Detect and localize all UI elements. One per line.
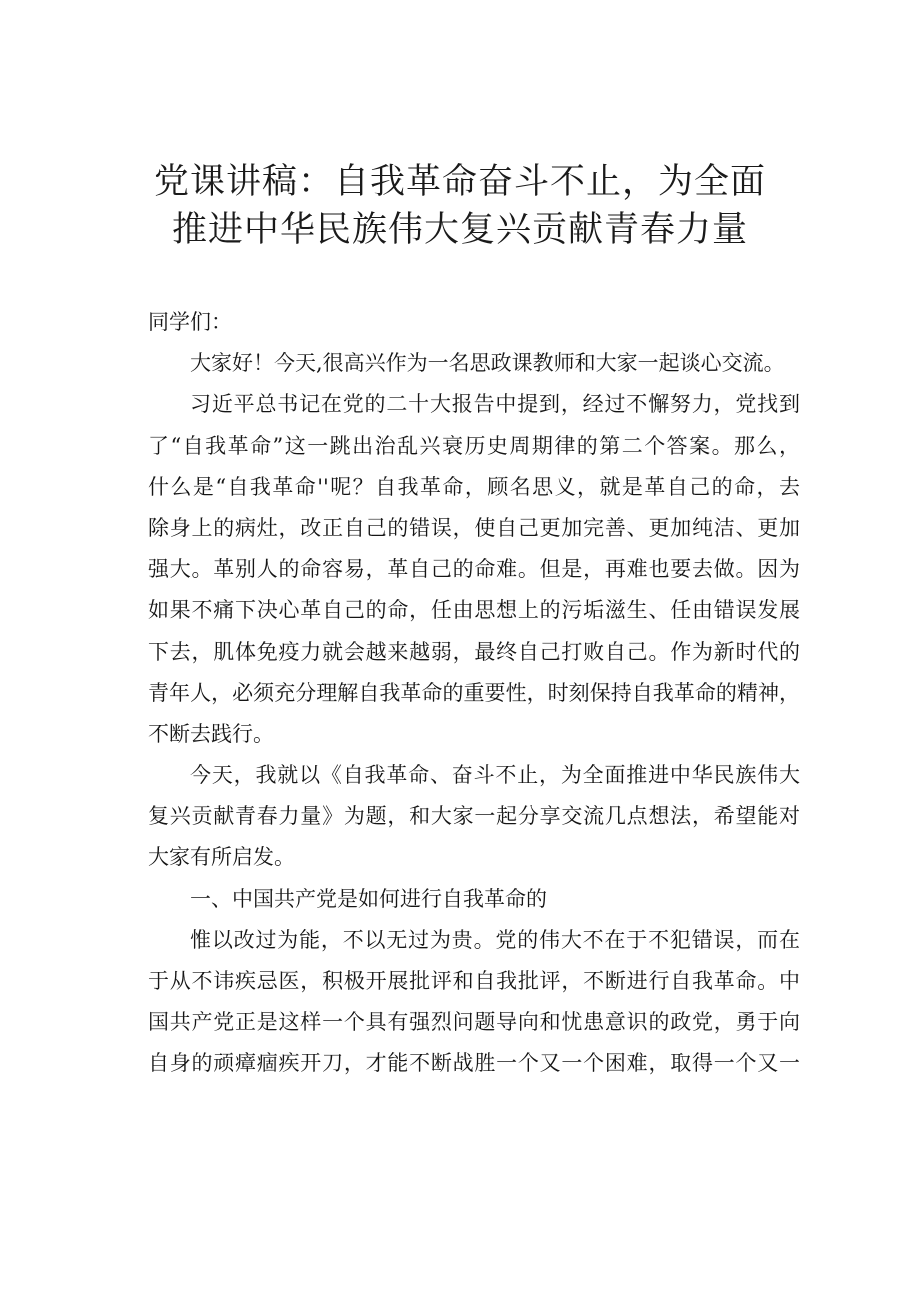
section-heading-1: 一、中国共产党是如何进行自我革命的 — [190, 886, 547, 911]
paragraph-line: 下去，肌体免疫力就会越来越弱，最终自己打败自己。作为新时代的 — [148, 639, 800, 664]
paragraph-line: 国共产党正是这样一个具有强烈问题导向和忧患意识的政党，勇于向 — [148, 1010, 800, 1035]
paragraph-2 — [148, 384, 800, 755]
paragraph-3 — [148, 755, 800, 879]
paragraph-line: 惟以改过为能，不以无过为贵。党的伟大不在于不犯错误，而在 — [190, 927, 800, 952]
paragraph-line: 强大。革别人的命容易，革自己的命难。但是，再难也要去做。因为 — [148, 557, 800, 582]
paragraph-line: 习近平总书记在党的二十大报告中提到，经过不懈努力，党找到 — [190, 392, 800, 417]
paragraph-line: 青年人，必须充分理解自我革命的重要性，时刻保持自我革命的精神， — [148, 680, 800, 705]
paragraph-line: 复兴贡献青春力量》为题，和大家一起分享交流几点想法，希望能对 — [148, 804, 800, 829]
paragraph-line: 什么是“自我革命''呢？自我革命，顾名思义，就是革自己的命，去 — [148, 474, 800, 499]
document-body — [148, 302, 800, 1085]
paragraph-1: 大家好！今天,很高兴作为一名思政课教师和大家一起谈心交流。 — [190, 351, 785, 376]
paragraph-line: 大家有所启发。 — [148, 845, 295, 870]
paragraph-line: 于从不讳疾忌医，积极开展批评和自我批评，不断进行自我革命。中 — [148, 969, 800, 993]
paragraph-4 — [148, 920, 800, 1085]
title-line-2: 推进中华民族伟大复兴贡献青春力量 — [171, 210, 748, 250]
paragraph-line: 今天，我就以《自我革命、奋斗不止，为全面推进中华民族伟大 — [190, 763, 800, 788]
salutation: 同学们： — [148, 310, 232, 334]
paragraph-line: 自身的顽瘴痼疾开刀，才能不断战胜一个又一个困难，取得一个又一 — [148, 1051, 800, 1076]
document-title — [110, 158, 810, 254]
title-line-1: 党课讲稿：自我革命奋斗不止，为全面 — [153, 162, 766, 202]
paragraph-line: 如果不痛下决心革自己的命，任由思想上的污垢滋生、任由错误发展 — [148, 598, 800, 623]
paragraph-line: 不断去践行。 — [148, 721, 274, 746]
paragraph-line: 除身上的病灶，改正自己的错误，使自己更加完善、更加纯洁、更加 — [148, 515, 800, 540]
paragraph-line: 了“自我革命”这一跳出治乱兴衰历史周期律的第二个答案。那么， — [148, 433, 800, 458]
